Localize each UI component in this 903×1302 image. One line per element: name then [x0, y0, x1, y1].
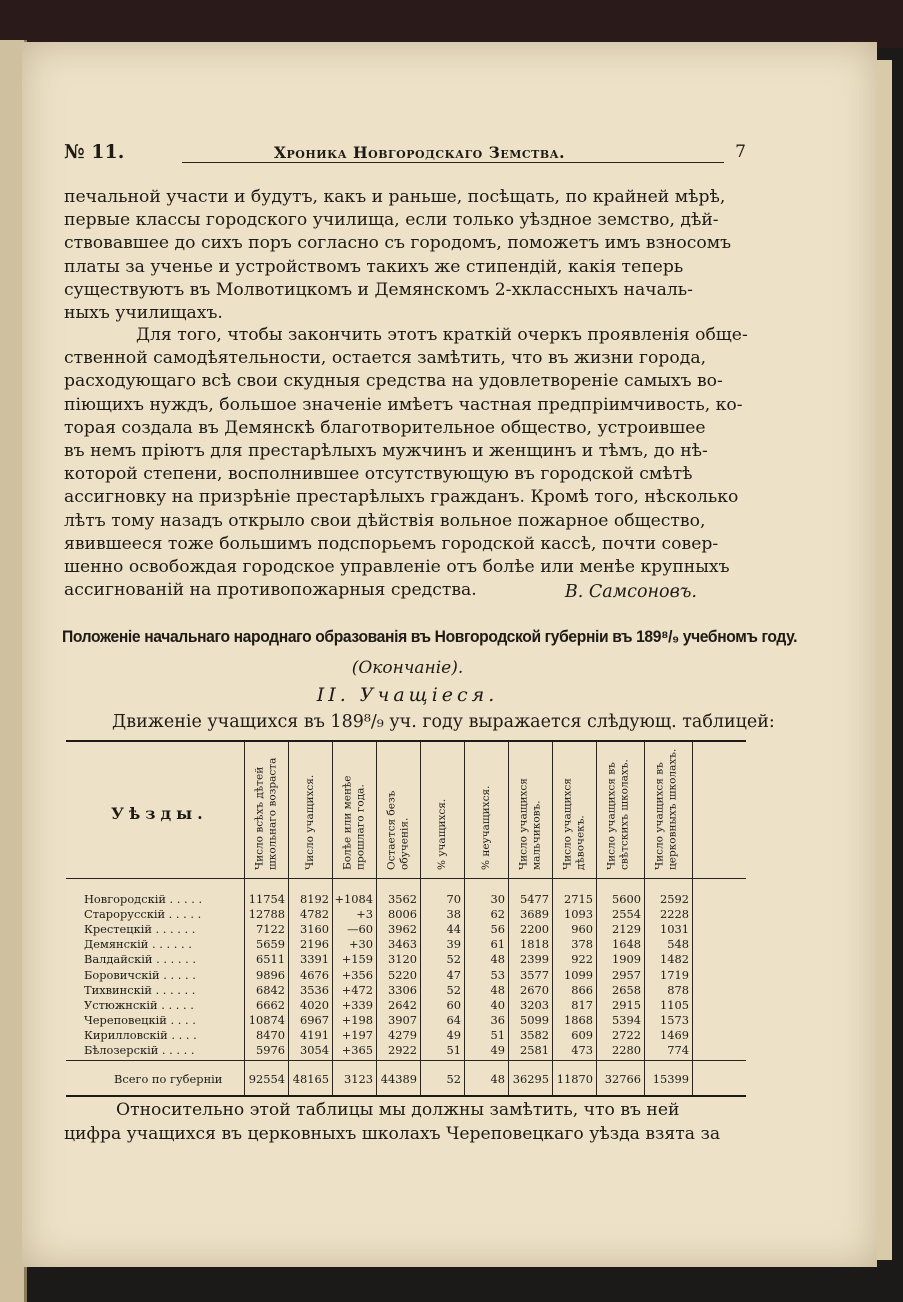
table-cell: 30	[490, 892, 505, 906]
column-header-label: Число учащихся дѣвочекъ.	[561, 778, 586, 870]
table-cell: 2129	[612, 922, 641, 937]
table-cell: 2592	[660, 892, 689, 906]
table-column-header	[420, 748, 464, 870]
column-header-label: Остается безъ обученія.	[385, 790, 410, 870]
column-header-label: % учащихся.	[435, 798, 448, 870]
table-cell: 36295	[512, 1072, 549, 1086]
table-cell: 2581	[520, 1043, 549, 1057]
table-cell: 1573	[660, 1012, 689, 1027]
table-column-header	[288, 748, 332, 870]
table-cell: 2670	[520, 982, 549, 997]
table-cell: 473	[571, 1043, 593, 1057]
table-cell: 2200	[520, 922, 549, 937]
table-cell: 48	[490, 982, 505, 997]
table-cell: 774	[667, 1043, 689, 1057]
text-line: ныхъ училищахъ.	[64, 303, 223, 324]
table-column-header	[376, 748, 420, 870]
table-cell: 878	[667, 982, 689, 997]
students-table	[66, 740, 746, 1097]
table-cell: 3577	[520, 967, 549, 982]
table-cell: 2642	[388, 997, 417, 1012]
table-cell: 3962	[388, 922, 417, 937]
table-cell: 48165	[292, 1072, 329, 1086]
table-cell: 5220	[388, 967, 417, 982]
table-cell: 64	[446, 1012, 461, 1027]
table-cell: 12788	[248, 907, 285, 922]
table-cell: +365	[341, 1043, 373, 1057]
text-line: существуютъ въ Молвотицкомъ и Демянскомъ 2-хклассныхъ началь-	[64, 279, 693, 300]
section-subtitle: (Окончаніе).	[351, 658, 464, 678]
table-cell: 1031	[660, 922, 689, 937]
table-header-rule	[66, 878, 746, 879]
table-cell: +356	[341, 967, 373, 982]
column-header-label: Число всѣхъ дѣтей школьнаго возраста	[253, 757, 278, 870]
row-uezd-name: Новгородскій . . . . .	[84, 892, 203, 906]
table-cell: —60	[347, 922, 373, 937]
table-cell: 2280	[612, 1043, 641, 1057]
table-cell: 4020	[300, 997, 329, 1012]
column-header-label: Число учащихся мальчиковъ.	[517, 778, 542, 870]
table-total-rule	[66, 1060, 746, 1061]
table-cell: 39	[446, 937, 461, 952]
table-cell: 4191	[300, 1027, 329, 1042]
table-cell: 70	[446, 892, 461, 906]
text-line: платы за ученье и устройствомъ такихъ же стипендій, какія теперь	[64, 256, 684, 277]
table-cell: +198	[341, 1012, 373, 1027]
table-cell: 2722	[612, 1027, 641, 1042]
table-cell: 62	[490, 907, 505, 922]
table-cell: +30	[348, 937, 373, 952]
text-line: ассигновку на призрѣніе престарѣлыхъ гражданъ. Кромѣ того, нѣсколько	[64, 487, 739, 508]
table-cell: 3689	[520, 907, 549, 922]
table-cell: 40	[490, 997, 505, 1012]
text-line: расходующаго всѣ свои скудныя средства на удовлетвореніе самыхъ во-	[64, 371, 723, 392]
table-cell: 52	[446, 1072, 461, 1086]
table-cell: 7122	[256, 922, 285, 937]
text-line: цифра учащихся въ церковныхъ школахъ Череповецкаго уѣзда взята за	[64, 1124, 721, 1144]
table-cell: +472	[341, 982, 373, 997]
author-signature: В. Самсоновъ.	[564, 582, 697, 602]
table-column-header	[596, 748, 640, 870]
table-cell: +159	[341, 952, 373, 967]
column-header-label: Болѣе или менѣе прошлаго года.	[341, 775, 366, 870]
table-cell: 49	[490, 1043, 505, 1057]
text-line: явившееся тоже большимъ подспорьемъ городской кассѣ, почти совер-	[64, 533, 719, 554]
book-cover-top	[0, 0, 903, 48]
table-cell: 1909	[612, 952, 641, 967]
text-line: въ немъ пріютъ для престарѣлыхъ мужчинъ и женщинъ и тѣмъ, до нѣ-	[64, 441, 708, 462]
table-cell: 2915	[612, 997, 641, 1012]
table-column-header	[552, 748, 596, 870]
column-header-label: % неучащихся.	[479, 785, 492, 870]
row-uezd-name: Старорусскій . . . . .	[84, 907, 202, 922]
table-cell: 1868	[564, 1012, 593, 1027]
table-cell: 378	[571, 937, 593, 952]
table-cell: 3582	[520, 1027, 549, 1042]
table-cell: +197	[341, 1027, 373, 1042]
row-uezd-name: Бѣлозерскій . . . . .	[84, 1043, 195, 1057]
table-cell: 3391	[300, 952, 329, 967]
text-line: которой степени, восполнившее отсутствующую въ городской смѣтѣ	[64, 464, 693, 485]
table-cell: +339	[341, 997, 373, 1012]
table-column-header	[332, 748, 376, 870]
table-cell: 960	[571, 922, 593, 937]
row-uezd-name: Тихвинскій . . . . . .	[84, 982, 196, 997]
table-cell: 922	[571, 952, 593, 967]
table-cell: 3054	[300, 1043, 329, 1057]
table-cell: 3203	[520, 997, 549, 1012]
table-cell: 47	[446, 967, 461, 982]
table-cell: 44389	[380, 1072, 417, 1086]
column-header-label: Число учащихся.	[303, 774, 316, 870]
table-cell: 1818	[520, 937, 549, 952]
text-line: печальной участи и будутъ, какъ и раньше, посѣщать, по крайней мѣрѣ,	[64, 187, 726, 207]
table-cell: 5600	[612, 892, 641, 906]
running-title: Хроника Новгородскаго Земства.	[274, 143, 565, 162]
table-cell: 9896	[256, 967, 285, 982]
table-cell: 5659	[256, 937, 285, 952]
section-title: Положеніе начальнаго народнаго образованія въ Новгородской губерніи въ 189⁸/₉ учебномъ году.	[62, 627, 798, 646]
table-cell: 44	[446, 922, 461, 937]
table-cell: 4676	[300, 967, 329, 982]
header-rule	[182, 162, 724, 163]
text-line: Относительно этой таблицы мы должны замѣтить, что въ ней	[116, 1100, 680, 1120]
table-cell: 3907	[388, 1012, 417, 1027]
table-cell: 2196	[300, 937, 329, 952]
table-cell: 2399	[520, 952, 549, 967]
table-cell: 8192	[300, 892, 329, 906]
table-column-header	[464, 748, 508, 870]
row-uezd-name: Всего по губерніи	[114, 1072, 223, 1086]
table-column-header	[244, 748, 288, 870]
table-cell: 51	[446, 1043, 461, 1057]
table-cell: 8006	[388, 907, 417, 922]
text-line: піющихъ нуждъ, большое значеніе имѣетъ частная предпріимчивость, ко-	[64, 394, 743, 415]
table-cell: 2957	[612, 967, 641, 982]
text-line: ственной самодѣятельности, остается замѣтить, что въ жизни города,	[64, 348, 707, 369]
table-cell: 609	[571, 1027, 593, 1042]
row-uezd-name: Череповецкій . . . .	[84, 1012, 196, 1027]
table-cell: 36	[490, 1012, 505, 1027]
table-cell: 6842	[256, 982, 285, 997]
table-cell: 1099	[564, 967, 593, 982]
chapter-heading: II. Учащіеся.	[316, 684, 499, 706]
table-cell: 11754	[248, 892, 285, 906]
table-cell: 3160	[300, 922, 329, 937]
running-header	[64, 141, 746, 165]
table-cell: 1648	[612, 937, 641, 952]
table-cell: +3	[356, 907, 373, 922]
table-cell: 52	[446, 952, 461, 967]
table-cell: 2922	[388, 1043, 417, 1057]
row-uezd-name: Демянскій . . . . . .	[84, 937, 192, 952]
table-cell: 3123	[344, 1072, 373, 1086]
issue-number: № 11.	[64, 141, 125, 163]
table-cell: 5477	[520, 892, 549, 906]
table-cell: 61	[490, 937, 505, 952]
table-cell: 548	[667, 937, 689, 952]
text-line: ствовавшее до сихъ поръ согласно съ городомъ, поможетъ имъ взносомъ	[64, 233, 732, 254]
table-cell: 866	[571, 982, 593, 997]
table-cell: 5394	[612, 1012, 641, 1027]
table-cell: 49	[446, 1027, 461, 1042]
column-header-label: Число учащихся въ свѣтскихъ школахъ.	[605, 759, 630, 870]
table-cell: 1469	[660, 1027, 689, 1042]
table-cell: 52	[446, 982, 461, 997]
row-uezd-name: Боровичскій . . . . .	[84, 967, 196, 982]
table-cell: 48	[490, 952, 505, 967]
text-line: первые классы городского училища, если только уѣздное земство, дѣй-	[64, 210, 719, 231]
table-cell: 3120	[388, 952, 417, 967]
table-column-header	[644, 748, 688, 870]
text-line: Для того, чтобы закончить этотъ краткій очеркъ проявленія обще-	[136, 325, 748, 345]
table-cell: 11870	[556, 1072, 593, 1086]
table-cell: 817	[571, 997, 593, 1012]
table-cell: 2554	[612, 907, 641, 922]
table-cell: 5099	[520, 1012, 549, 1027]
row-uezd-name: Валдайскій . . . . . .	[84, 952, 196, 967]
table-cell: 6511	[256, 952, 285, 967]
row-uezd-name: Устюжнскій . . . . .	[84, 997, 194, 1012]
text-line: ассигнованій на противопожарныя средства.	[64, 580, 477, 601]
table-intro: Движеніе учащихся въ 189⁸/₉ уч. году выражается слѣдующ. таблицей:	[112, 712, 775, 732]
text-line: лѣтъ тому назадъ открыло свои дѣйствія вольное пожарное общество,	[64, 510, 706, 531]
table-column-header	[508, 748, 552, 870]
row-uezd-name: Крестецкій . . . . . .	[84, 922, 196, 937]
table-cell: 3463	[388, 937, 417, 952]
table-cell: 2658	[612, 982, 641, 997]
table-cell: 6967	[300, 1012, 329, 1027]
row-uezd-name: Кирилловскій . . . .	[84, 1027, 197, 1042]
table-cell: 4279	[388, 1027, 417, 1042]
table-cell: 1719	[660, 967, 689, 982]
table-cell: 53	[490, 967, 505, 982]
table-cell: 15399	[652, 1072, 689, 1086]
table-cell: 48	[490, 1072, 505, 1086]
table-cell: 1093	[564, 907, 593, 922]
table-cell: 5976	[256, 1043, 285, 1057]
table-first-header: Уѣзды.	[111, 804, 208, 823]
table-cell: 4782	[300, 907, 329, 922]
table-cell: 1105	[660, 997, 689, 1012]
table-cell: 51	[490, 1027, 505, 1042]
table-cell: 92554	[248, 1072, 285, 1086]
table-cell: 10874	[248, 1012, 285, 1027]
table-cell: 2228	[660, 907, 689, 922]
column-header-label: Число учащихся въ церковныхъ школахъ.	[653, 748, 678, 870]
text-line: торая создала въ Демянскѣ благотворительное общество, устроившее	[64, 417, 706, 438]
table-cell: 38	[446, 907, 461, 922]
paragraph-2	[64, 324, 750, 602]
table-cell: +1084	[334, 892, 373, 906]
table-cell: 1482	[660, 952, 689, 967]
table-cell: 2715	[564, 892, 593, 906]
table-cell: 6662	[256, 997, 285, 1012]
table-column-divider	[692, 742, 693, 1095]
text-line: шенно освобождая городское управленіе отъ болѣе или менѣе крупныхъ	[64, 557, 730, 578]
table-cell: 3562	[388, 892, 417, 906]
table-cell: 8470	[256, 1027, 285, 1042]
table-cell: 3536	[300, 982, 329, 997]
table-cell: 60	[446, 997, 461, 1012]
table-cell: 56	[490, 922, 505, 937]
table-cell: 32766	[604, 1072, 641, 1086]
table-cell: 3306	[388, 982, 417, 997]
paragraph-1	[64, 186, 750, 325]
closing-paragraph	[64, 1098, 750, 1146]
page-number: 7	[735, 142, 746, 162]
